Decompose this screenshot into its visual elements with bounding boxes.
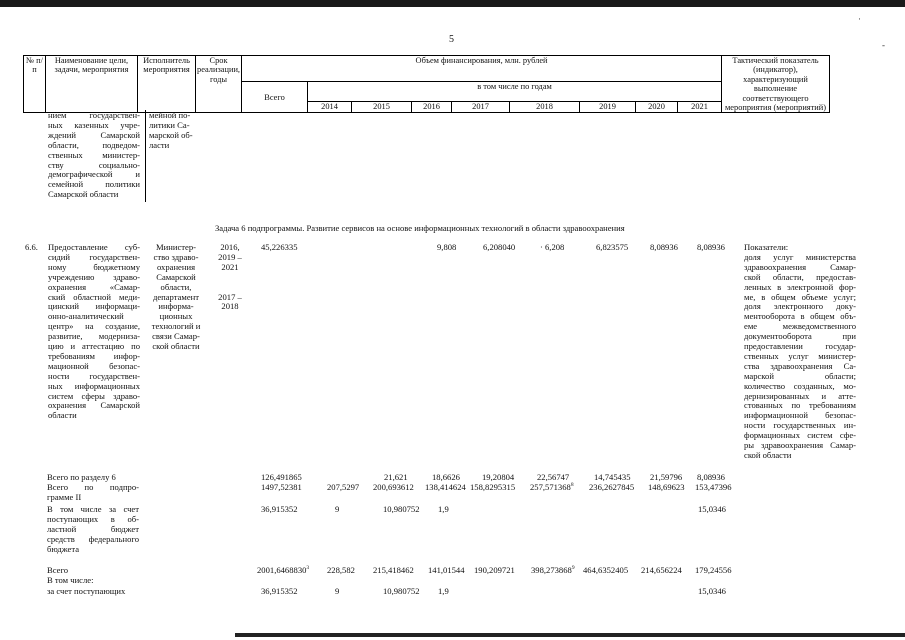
total-federal-2016: 1,9 bbox=[438, 504, 449, 514]
text-line: нием государствен- bbox=[48, 110, 140, 120]
total-section6-2017: 19,20804 bbox=[482, 472, 515, 482]
text-line: ской области bbox=[152, 341, 200, 351]
text-line: мейной по- bbox=[149, 110, 191, 120]
text-line: мационной безопас- bbox=[48, 360, 140, 371]
text-line: области bbox=[48, 410, 77, 421]
total-section6-2015: 21,621 bbox=[384, 472, 408, 482]
text-line: дернизированных и атте- bbox=[744, 390, 856, 401]
header-by-years: в том числе по годам bbox=[308, 82, 722, 102]
text-line: количество созданных, мо- bbox=[744, 380, 856, 391]
federal-source-2016: 1,9 bbox=[438, 586, 449, 596]
text-line: ленных в электронной фор- bbox=[744, 281, 856, 292]
item-2017: 6,208040 bbox=[483, 242, 516, 252]
grand-total-2021: 179,24556 bbox=[695, 565, 732, 575]
text-line: здравоохранения Самар- bbox=[744, 261, 856, 272]
text-line: требованиям инфор- bbox=[48, 350, 140, 361]
total-subprogram-2021: 153,47396 bbox=[695, 482, 732, 492]
text-line: бюджета bbox=[47, 543, 80, 554]
scan-top-border bbox=[0, 0, 905, 7]
text-line: онно-аналитический bbox=[48, 311, 124, 322]
text-line: систем сферы здраво- bbox=[48, 390, 140, 401]
text-line: ности государственных ин- bbox=[744, 420, 856, 431]
grand-total-label: Всего bbox=[47, 565, 69, 575]
text-line: 2016, bbox=[220, 242, 240, 252]
header-year: 2016 bbox=[412, 102, 452, 113]
text-line: доля электронного доку- bbox=[744, 301, 856, 312]
header-year: 2017 bbox=[452, 102, 510, 113]
text-line: В том числе за счет bbox=[47, 504, 139, 514]
text-line: центр» на создание, bbox=[48, 321, 140, 332]
table-header bbox=[23, 55, 830, 113]
text-line: области, bbox=[160, 281, 192, 292]
grand-total-2019: 464,6352405 bbox=[583, 565, 629, 575]
text-line: Самарской области bbox=[48, 189, 119, 200]
federal-source-2014: 9 bbox=[335, 586, 340, 596]
text-line: цию и аттестацию по bbox=[48, 341, 140, 351]
total-section6-2018: 22,56747 bbox=[537, 472, 570, 482]
text-line: ской области bbox=[744, 449, 792, 460]
header-year: 2019 bbox=[580, 102, 636, 113]
total-subprogram-2016: 138,414624 bbox=[425, 482, 466, 492]
text-line: охранения «Самар- bbox=[48, 281, 140, 292]
grand-total-2016: 141,01544 bbox=[428, 565, 465, 575]
text-line: сидий государствен- bbox=[48, 251, 140, 262]
grand-total-2020: 214,656224 bbox=[641, 565, 682, 575]
text-line: грамме II bbox=[47, 491, 82, 502]
header-year: 2021 bbox=[678, 102, 722, 113]
text-line: Министер- bbox=[156, 242, 196, 252]
header-name: Наименование цели, задачи, мероприятия bbox=[46, 56, 138, 113]
task-heading: Задача 6 подпрограммы. Развитие сервисов на основе информационных технологий в области здравоохранения bbox=[215, 223, 625, 233]
total-subprogram-2018: 257,571368$^8$ bbox=[530, 482, 574, 492]
text-line: ному бюджетному bbox=[48, 261, 140, 272]
text-line: поступающих в об- bbox=[47, 513, 139, 524]
text-line: ждений Самарской bbox=[48, 129, 140, 140]
header-indicator: Тактический показатель (индикатор), характеризующий выполнение соответствующего мероприятия (мероприятий) bbox=[722, 56, 830, 113]
scan-bottom-border bbox=[235, 633, 905, 637]
grand-total-2015: 215,418462 bbox=[373, 565, 414, 575]
text-line: ственных услуг министер- bbox=[744, 350, 856, 361]
federal-source-2021: 15,0346 bbox=[698, 586, 726, 596]
column-divider bbox=[145, 110, 146, 202]
including-label: В том числе: bbox=[47, 575, 94, 585]
item-2016: 9,808 bbox=[437, 242, 457, 252]
text-line: ности государствен- bbox=[48, 370, 140, 381]
text-line: стованных по требованиям bbox=[744, 400, 856, 411]
text-line: департамент bbox=[152, 291, 200, 302]
text-line: ры здравоохранения Самар- bbox=[744, 440, 856, 450]
header-total: Всего bbox=[242, 82, 308, 113]
grand-total-total: 2001,6468830$^3$ bbox=[257, 565, 310, 575]
text-line: семейной политики bbox=[48, 179, 140, 190]
total-subprogram-2015: 200,693612 bbox=[373, 482, 414, 492]
item-2019: 6,823575 bbox=[596, 242, 629, 252]
item-number: 6.6. bbox=[25, 242, 38, 252]
total-subprogram-2019: 236,2627845 bbox=[589, 482, 635, 492]
total-section6-2019: 14,745435 bbox=[594, 472, 631, 482]
federal-source-label: за счет поступающих bbox=[47, 586, 126, 596]
text-line: ме, в общем объеме услуг; bbox=[744, 291, 856, 302]
scan-speck: · bbox=[858, 14, 861, 24]
text-line: Показатели: bbox=[744, 242, 789, 252]
text-line: ству социально- bbox=[48, 159, 140, 170]
text-line: ской области, предостав- bbox=[744, 271, 856, 282]
federal-source-2015: 10,980752 bbox=[383, 586, 420, 596]
text-line: ство здраво- bbox=[153, 251, 199, 262]
text-line: демографической и bbox=[48, 169, 140, 180]
header-funding: Объем финансирования, млн. рублей bbox=[242, 56, 722, 82]
total-subprogram-2020: 148,69623 bbox=[648, 482, 685, 492]
text-line: информа- bbox=[158, 301, 194, 312]
header-year: 2014 bbox=[308, 102, 352, 113]
total-section6-label: Всего по разделу 6 bbox=[47, 472, 116, 482]
text-line: формационных систем сфе- bbox=[744, 430, 856, 441]
text-line: 2018 bbox=[221, 301, 239, 312]
page-number: 5 bbox=[449, 34, 454, 45]
text-line: учреждению здраво- bbox=[48, 271, 140, 282]
header-executor: Исполнитель мероприятия bbox=[138, 56, 196, 113]
text-line: ционных bbox=[159, 311, 193, 322]
item-2020: 8,08936 bbox=[650, 242, 678, 252]
text-line: литики Са- bbox=[149, 119, 190, 130]
scan-speck: - bbox=[882, 40, 885, 50]
total-section6-total: 126,491865 bbox=[261, 472, 302, 482]
text-line: ласти bbox=[149, 139, 170, 150]
text-line: области, подведом- bbox=[48, 139, 140, 150]
text-line: предоставлении государ- bbox=[744, 341, 856, 351]
text-line: охранения Самарской bbox=[48, 400, 140, 411]
item-2021: 8,08936 bbox=[697, 242, 725, 252]
text-line: документооборота при bbox=[744, 331, 856, 342]
text-line: ский областной меди- bbox=[48, 291, 140, 302]
total-section6-2021: 8,08936 bbox=[697, 472, 725, 482]
item-total: 45,226335 bbox=[261, 242, 298, 252]
header-year: 2018 bbox=[510, 102, 580, 113]
text-line: Всего по подпро- bbox=[47, 482, 139, 492]
text-line: ных информационных bbox=[48, 380, 140, 391]
text-line: ственных министер- bbox=[48, 149, 140, 160]
total-subprogram-2014: 207,5297 bbox=[327, 482, 360, 492]
federal-source-total: 36,915352 bbox=[261, 586, 298, 596]
grand-total-2018: 398,273868$^9$ bbox=[531, 565, 575, 575]
text-line: ментооборота в общем объ- bbox=[744, 311, 856, 322]
text-line: ства здравоохранения Са- bbox=[744, 360, 856, 371]
text-line: 2019 – bbox=[218, 251, 242, 262]
header-term: Срок реализации, годы bbox=[196, 56, 242, 113]
text-line: Предоставление суб- bbox=[48, 242, 140, 252]
text-line: средств федерального bbox=[47, 533, 139, 544]
total-federal-2014: 9 bbox=[335, 504, 340, 514]
text-line: 2017 – bbox=[218, 291, 242, 302]
text-line: марской об- bbox=[149, 129, 193, 140]
text-line: ластной бюджет bbox=[47, 523, 139, 534]
total-federal-2021: 15,0346 bbox=[698, 504, 726, 514]
total-federal-total: 36,915352 bbox=[261, 504, 298, 514]
text-line: информационной безопас- bbox=[744, 410, 856, 421]
text-line: цинский информаци- bbox=[48, 301, 140, 312]
total-section6-2020: 21,59796 bbox=[650, 472, 683, 482]
text-line: доля услуг министерства bbox=[744, 251, 856, 262]
text-line: Самарской bbox=[156, 271, 196, 282]
total-federal-2015: 10,980752 bbox=[383, 504, 420, 514]
text-line: технологий и bbox=[151, 321, 201, 332]
total-subprogram-2017: 158,8295315 bbox=[470, 482, 516, 492]
header-num: № п/п bbox=[24, 56, 46, 113]
text-line: ных казенных учре- bbox=[48, 119, 140, 130]
text-line: еме межведомственного bbox=[744, 321, 856, 332]
grand-total-2017: 190,209721 bbox=[474, 565, 515, 575]
item-2018: · 6,208 bbox=[540, 242, 565, 252]
text-line: 2021 bbox=[221, 261, 239, 272]
grand-total-2014: 228,582 bbox=[327, 565, 355, 575]
text-line: развитие, модерниза- bbox=[48, 331, 140, 342]
text-line: связи Самар- bbox=[152, 331, 200, 342]
header-year: 2020 bbox=[636, 102, 678, 113]
text-line: марской области; bbox=[744, 370, 856, 381]
header-year: 2015 bbox=[352, 102, 412, 113]
total-subprogram-total: 1497,52381 bbox=[261, 482, 302, 492]
total-section6-2016: 18,6626 bbox=[432, 472, 460, 482]
text-line: охранения bbox=[156, 261, 196, 272]
